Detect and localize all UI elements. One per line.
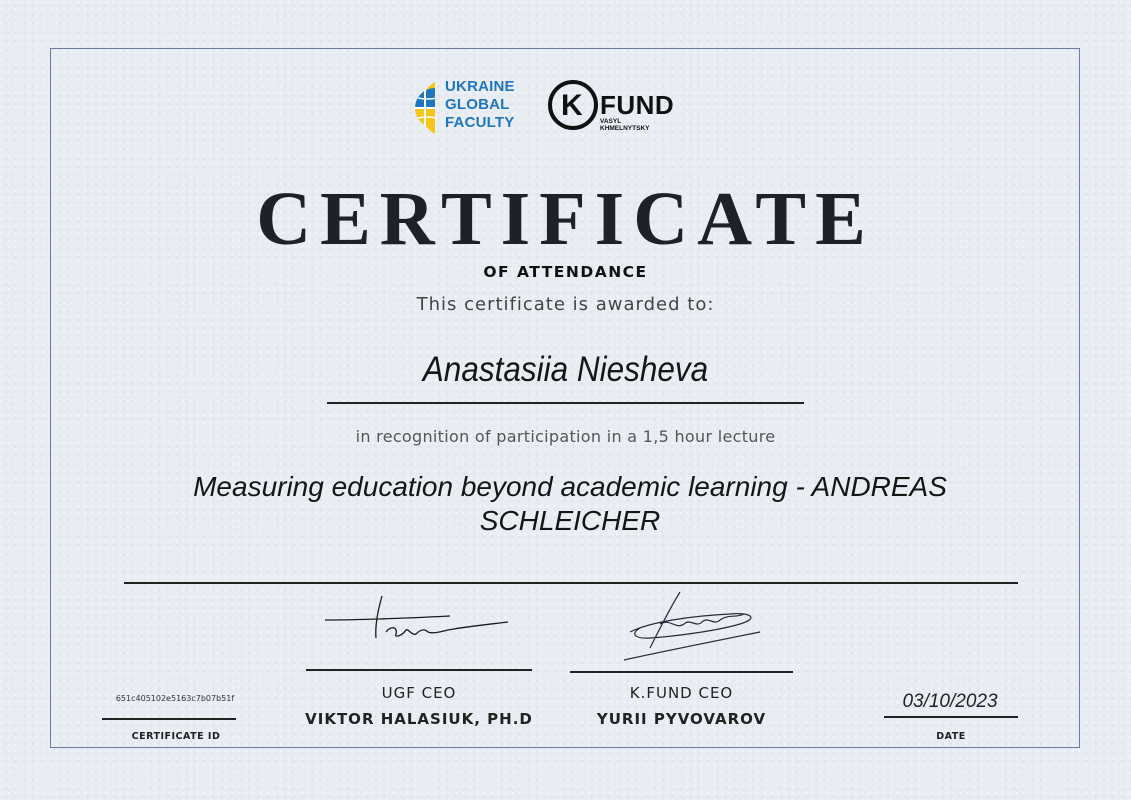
logo-bar [0,70,1131,150]
recipient-name: Anastasiia Niesheva [422,350,709,389]
certificate-id-value: 651c405102e5163c7b07b51f [115,694,235,703]
recognition-text: in recognition of participation in a 1,5 hour lecture [355,427,776,446]
certificate-subtitle: OF ATTENDANCE [483,263,648,281]
signature-line-kfund [570,671,793,673]
ugf-ceo-name: VIKTOR HALASIUK, PH.D [305,710,533,728]
globe-icon [401,76,439,140]
signature-halasiuk [320,592,520,652]
ugf-wordmark [445,78,515,132]
certificate-title: CERTIFICATE [256,177,875,261]
ugf-ceo-role: UGF CEO [381,684,457,702]
kfund-circle-icon [548,80,598,130]
date-value: 03/10/2023 [902,691,998,712]
divider-line [124,582,1018,584]
awarded-text: This certificate is awarded to: [416,294,715,315]
signature-line-ugf [306,669,532,671]
kfund-ceo-role: K.FUND CEO [629,684,734,702]
lecture-title-line-1: Measuring education beyond academic learning - ANDREAS [193,471,947,502]
certificate-id-label: CERTIFICATE ID [131,731,221,742]
ugf-word-3: FACULTY [445,114,515,131]
lecture-title [185,470,955,538]
kfund-ceo-name: YURII PYVOVAROV [596,710,767,728]
signature-pyvovarov [610,588,770,668]
recipient-underline [327,402,804,404]
kfund-letter: K [561,89,583,122]
ugf-word-1: UKRAINE [445,78,515,95]
ugf-word-2: GLOBAL [445,96,510,113]
lecture-title-line-2: SCHLEICHER [479,505,661,536]
certificate-border [50,48,1080,748]
ugf-logo [401,70,521,142]
kfund-logo [548,80,708,136]
date-line [884,716,1018,718]
kfund-sub-1: VASYL [600,118,622,125]
date-label: DATE [936,731,966,742]
kfund-sub-2: KHMELNYTSKY [600,125,650,132]
kfund-word: FUND [600,90,675,120]
certificate-id-line [102,718,236,720]
kfund-subtext [600,118,649,132]
